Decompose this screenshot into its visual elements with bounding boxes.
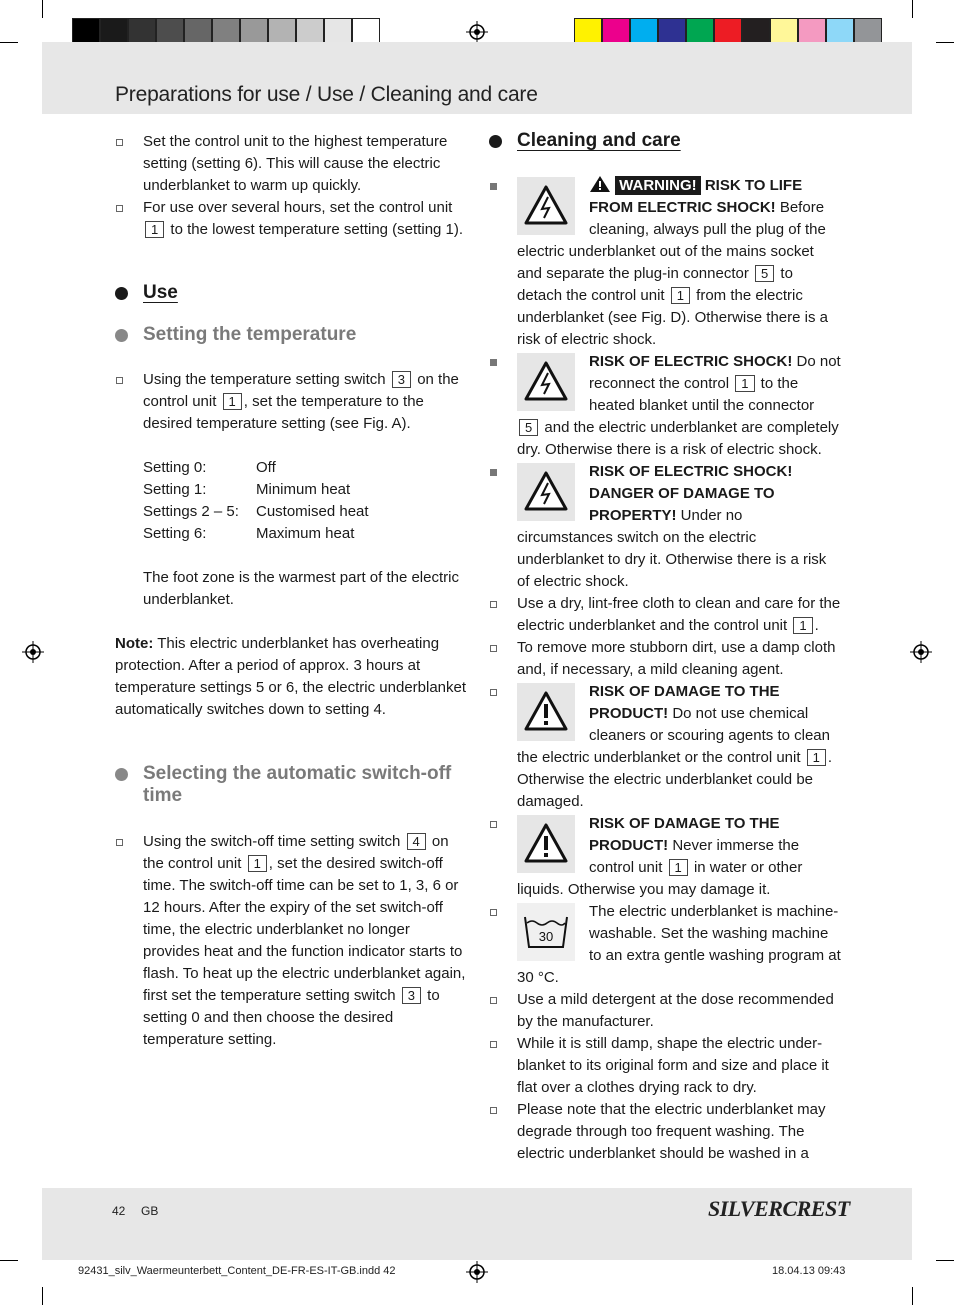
checkbox-bullet-icon bbox=[490, 689, 497, 696]
reference-number: 1 bbox=[807, 749, 826, 766]
reference-number: 1 bbox=[248, 855, 267, 872]
reference-number: 5 bbox=[519, 419, 538, 436]
section-heading-cleaning: Cleaning and care bbox=[489, 129, 841, 153]
note-paragraph: Note: This electric underblanket has overheating protection. After a period of approx. 3 hours at temperature settings 5 or 6, the electric underblanket automatically switches down to setting 4. bbox=[115, 635, 467, 718]
list-item bbox=[115, 831, 467, 1051]
checkbox-bullet-icon bbox=[490, 1107, 497, 1114]
section-heading-use: Use bbox=[115, 281, 467, 305]
subheading-auto-switch-off: Selecting the automatic switch-off time bbox=[115, 763, 467, 807]
electric-shock-warning-icon bbox=[517, 353, 575, 411]
svg-text:30: 30 bbox=[538, 929, 554, 944]
checkbox-bullet-icon bbox=[116, 377, 123, 384]
bullet-dot-icon bbox=[115, 768, 128, 781]
page-title: Preparations for use / Use / Cleaning and care bbox=[115, 83, 538, 106]
list-item bbox=[489, 593, 841, 637]
reference-number: 5 bbox=[755, 265, 774, 282]
crop-mark bbox=[42, 0, 43, 18]
brand-logo: SILVERCREST bbox=[708, 1196, 850, 1221]
reference-number: 4 bbox=[407, 833, 426, 850]
language-code: GB bbox=[141, 1204, 159, 1218]
rich-text: Before cleaning, always pull the plug of the electric underblanket out of the mains socket and separate the plug-in connector 5 to detach the control unit 1 from the electric underblanket (see Fig. D). Otherwise there is a risk of electric shock. bbox=[517, 199, 828, 348]
rich-text: Do not use chemical cleaners or scouring agents to clean the electric underblanket or the control unit 1 . Otherwise the electric underblanket could be damaged. bbox=[517, 705, 833, 810]
reference-number: 1 bbox=[669, 859, 688, 876]
date-slug: 18.04.13 09:43 bbox=[772, 1265, 846, 1277]
square-bullet-icon bbox=[490, 469, 497, 476]
registration-mark-icon bbox=[466, 21, 488, 43]
list-item bbox=[115, 369, 467, 435]
crop-mark bbox=[936, 1260, 954, 1261]
left-column bbox=[115, 131, 467, 1051]
reference-number: 3 bbox=[392, 371, 411, 388]
electric-shock-warning-icon bbox=[517, 177, 575, 235]
list-item: 30 The electric underblanket is machine-washable. Set the washing machine to an extra gentle washing program at 30 °C. bbox=[489, 901, 841, 989]
rich-text: For use over several hours, set the control unit 1 to the lowest temperature setting (setting 1). bbox=[143, 199, 464, 238]
checkbox-bullet-icon bbox=[490, 997, 497, 1004]
page-number: 42 bbox=[112, 1204, 126, 1218]
warning-item: RISK OF DAMAGE TO THE PRODUCT! Do not use chemical cleaners or scouring agents to clean the electric underblanket or the control unit 1 . Otherwise the electric underblanket could be damaged. bbox=[489, 681, 841, 813]
crop-mark bbox=[912, 1287, 913, 1305]
right-column bbox=[489, 129, 841, 1165]
warning-item: RISK OF ELECTRIC SHOCK! Do not reconnect the control 1 to the heated blanket until the connector 5 and the electric underblanket are completely dry. Otherwise there is a risk of electric shock. bbox=[489, 351, 841, 461]
checkbox-bullet-icon bbox=[490, 1041, 497, 1048]
rich-text: Never immerse the control unit 1 in water or other liquids. Otherwise you may damage it. bbox=[517, 837, 803, 898]
crop-mark bbox=[42, 1287, 43, 1305]
checkbox-bullet-icon bbox=[490, 821, 497, 828]
registration-mark-icon bbox=[466, 1261, 488, 1283]
list-item: Set the control unit to the highest temperature setting (setting 6). This will cause the electric underblanket to warm up quickly. bbox=[115, 131, 467, 197]
subheading-temperature: Setting the temperature bbox=[115, 324, 467, 346]
checkbox-bullet-icon bbox=[116, 205, 123, 212]
registration-mark-icon bbox=[910, 641, 932, 663]
warning-badge: WARNING! bbox=[615, 176, 701, 195]
crop-mark bbox=[912, 0, 913, 18]
reference-number: 3 bbox=[402, 987, 421, 1004]
caution-warning-icon bbox=[517, 815, 575, 873]
rich-text: Use a dry, lint-free cloth to clean and care for the electric underblanket and the control unit 1 . bbox=[517, 595, 841, 634]
bullet-dot-icon bbox=[489, 135, 502, 148]
crop-mark bbox=[936, 42, 954, 43]
list-item bbox=[115, 197, 467, 241]
list-item: Use a mild detergent at the dose recommended by the manufacturer. bbox=[489, 989, 841, 1033]
registration-mark-icon bbox=[22, 641, 44, 663]
rich-text: Using the switch-off time setting switch 4 on the control unit 1 , set the desired switch-off time. The switch-off time can be set to 1, 3, 6 or 12 hours. After the expiry of the set switch-off time, the electric underblanket no longer provides heat and the function indicator starts to flash. To heat up the electric underblanket again, first set the temperature setting switch 3 to setting 0 and then choose the desired temperature setting. bbox=[143, 833, 466, 1048]
warning-item: RISK OF ELECTRIC SHOCK! DANGER OF DAMAGE TO PROPERTY! Under no circumstances switch on the electric underblanket to dry it. Otherwise there is a risk of electric shock. bbox=[489, 461, 841, 593]
reference-number: 1 bbox=[793, 617, 812, 634]
washing-tub-icon bbox=[517, 903, 575, 961]
bullet-dot-icon bbox=[115, 287, 128, 300]
bullet-dot-icon bbox=[115, 329, 128, 342]
checkbox-bullet-icon bbox=[490, 601, 497, 608]
reference-number: 1 bbox=[223, 393, 242, 410]
square-bullet-icon bbox=[490, 359, 497, 366]
reference-number: 1 bbox=[671, 287, 690, 304]
list-item: Please note that the electric underblanket may degrade through too frequent washing. The electric underblanket should be washed in a bbox=[489, 1099, 841, 1165]
checkbox-bullet-icon bbox=[116, 139, 123, 146]
warning-item: RISK OF DAMAGE TO THE PRODUCT! Never immerse the control unit 1 in water or other liquids. Otherwise you may damage it. bbox=[489, 813, 841, 901]
list-item: While it is still damp, shape the electric under-blanket to its original form and size and place it flat over a clothes drying rack to dry. bbox=[489, 1033, 841, 1099]
checkbox-bullet-icon bbox=[490, 909, 497, 916]
crop-mark bbox=[0, 42, 18, 43]
electric-shock-warning-icon bbox=[517, 463, 575, 521]
checkbox-bullet-icon bbox=[490, 645, 497, 652]
list-item: To remove more stubborn dirt, use a damp cloth and, if necessary, a mild cleaning agent. bbox=[489, 637, 841, 681]
settings-table: Setting 0: Off Setting 1: Minimum heat Settings 2 – 5: Customised heat Setting 6: Maximum heat bbox=[143, 459, 369, 542]
reference-number: 1 bbox=[145, 221, 164, 238]
warning-item: WARNING! RISK TO LIFE FROM ELECTRIC SHOCK! Before cleaning, always pull the plug of the electric underblanket out of the mains socket and separate the plug-in connector 5 to detach the control unit 1 from the electric underblanket (see Fig. D). Otherwise there is a risk of electric shock. bbox=[489, 175, 841, 351]
rich-text: Using the temperature setting switch 3 on the control unit 1 , set the temperature to the desired temperature setting (see Fig. A). bbox=[143, 371, 459, 432]
file-slug: 92431_silv_Waermeunterbett_Content_DE-FR-ES-IT-GB.indd 42 bbox=[78, 1265, 396, 1277]
reference-number: 1 bbox=[735, 375, 754, 392]
warning-triangle-icon bbox=[589, 175, 611, 193]
square-bullet-icon bbox=[490, 183, 497, 190]
foot-zone-text: The foot zone is the warmest part of the electric underblanket. bbox=[143, 569, 459, 608]
caution-warning-icon bbox=[517, 683, 575, 741]
checkbox-bullet-icon bbox=[116, 839, 123, 846]
rich-text: Do not reconnect the control 1 to the heated blanket until the connector 5 and the electric underblanket are completely dry. Otherwise there is a risk of electric shock. bbox=[517, 353, 841, 458]
crop-mark bbox=[0, 1260, 18, 1261]
